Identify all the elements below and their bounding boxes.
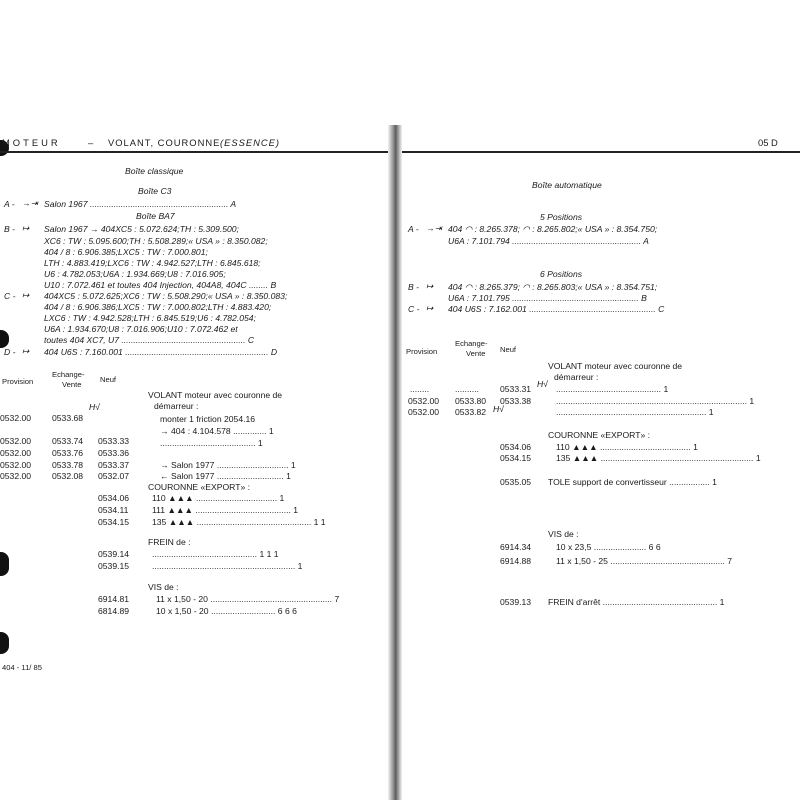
- row-a-text: Salon 1967 .......................................................... A: [44, 199, 237, 209]
- volant-title: VOLANT moteur avec couronne de: [148, 390, 283, 400]
- vis-neuf: 6914.88: [500, 556, 532, 566]
- tole-neuf: 0535.05: [500, 477, 532, 487]
- couronne-neuf: 0534.11: [98, 505, 129, 515]
- row-b-line: 404 ◠ : 8.265.379; ◠ : 8.265.803;« USA » : 8.354.751;: [448, 282, 658, 292]
- boite-automatique-heading: Boîte automatique: [532, 180, 602, 190]
- row-c-line: U6A : 1.934.670;U8 : 7.016.906;U10 : 7.072.462 et: [44, 324, 238, 334]
- col-vente: Vente: [466, 349, 486, 358]
- part-neuf: 0533.36: [98, 448, 130, 458]
- volant-title: VOLANT moteur avec couronne de: [548, 361, 683, 371]
- boite-ba7-heading: Boîte BA7: [136, 211, 175, 221]
- volant-note: monter 1 friction 2054.16: [160, 414, 256, 424]
- row-c-line: LXC6 : TW : 4.942.528;LTH : 6.845.519;U6 : 4.782.054;: [44, 313, 256, 323]
- volant-title-2: démarreur :: [554, 372, 599, 382]
- header-title: MOTEUR: [2, 137, 61, 148]
- frein-arret-neuf: 0539.13: [500, 597, 532, 607]
- couronne-neuf: 0534.06: [98, 493, 130, 503]
- part-neuf: 0533.31: [500, 384, 532, 394]
- row-d-text: 404 U6S : 7.160.001 ............................................................ D: [44, 347, 278, 357]
- part-echange: 0533.76: [52, 448, 84, 458]
- row-c-line: 404 / 8 : 6.906.386;LXC5 : TW : 7.000.802;LTH : 4.883.420;: [44, 302, 272, 312]
- part-provision: 0532.00: [0, 436, 32, 446]
- row-b-line: U6 : 4.782.053;U6A : 1.934.669;U8 : 7.016.905;: [44, 269, 226, 279]
- part-echange: 0533.74: [52, 436, 84, 446]
- vis-neuf: 6914.81: [98, 594, 130, 604]
- row-a-arrow: →⇥: [426, 223, 442, 233]
- volant-title-2: démarreur :: [154, 401, 199, 411]
- col-neuf: Neuf: [100, 375, 117, 384]
- boite-c3-heading: Boîte C3: [138, 186, 172, 196]
- page-footer: 404 - 11/ 85: [2, 663, 42, 672]
- vis-neuf: 6814.89: [98, 606, 130, 616]
- couronne-neuf: 0534.15: [500, 453, 532, 463]
- punch-hole: [0, 330, 9, 348]
- part-neuf: 0533.38: [500, 396, 532, 406]
- part-desc: ................................................................................ 1: [556, 396, 755, 406]
- punch-hole: [0, 632, 9, 654]
- row-c-marker: C -: [408, 304, 420, 314]
- vis-title: VIS de :: [548, 529, 579, 539]
- header-code: 05 D: [758, 137, 778, 148]
- frein-neuf: 0539.14: [98, 549, 130, 559]
- punch-hole: [0, 552, 9, 576]
- couronne-desc: 135 ▲▲▲ ................................................................ 1: [556, 453, 761, 463]
- col-vente: Vente: [62, 380, 82, 389]
- couronne-neuf: 0534.06: [500, 442, 532, 452]
- vis-desc: 10 x 1,50 - 20 ........................... 6 6 6: [156, 606, 297, 616]
- row-b-marker: B -: [4, 224, 15, 234]
- part-neuf: 0533.37: [98, 460, 130, 470]
- row-c-text: 404 U6S : 7.162.001 ..................................................... C: [448, 304, 665, 314]
- row-b-arrow: ↦: [426, 281, 434, 291]
- row-c-marker: C -: [4, 291, 16, 301]
- vis-desc: 11 x 1,50 - 25 ................................................ 7: [556, 556, 733, 566]
- couronne-title: COURONNE «EXPORT» :: [148, 482, 251, 492]
- part-provision: ........: [410, 384, 430, 394]
- part-echange: 0533.68: [52, 413, 84, 423]
- part-provision: 0532.00: [0, 460, 32, 470]
- part-desc: → Salon 1977 .............................. 1: [160, 460, 296, 470]
- positions-5-heading: 5 Positions: [540, 212, 583, 222]
- row-b-marker: B -: [408, 282, 419, 292]
- part-provision: 0532.00: [0, 471, 32, 481]
- row-b-line: XC6 : TW : 5.095.600;TH : 5.508.289;« USA » : 8.350.082;: [44, 236, 268, 246]
- row-a-marker: A -: [408, 224, 419, 234]
- frein-neuf: 0539.15: [98, 561, 130, 571]
- frein-title: FREIN de :: [148, 537, 191, 547]
- row-b-line: U6A : 7.101.795 ..................................................... B: [448, 293, 647, 303]
- frein-arret-desc: FREIN d'arrêt ................................................ 1: [548, 597, 725, 607]
- col-provision: Provision: [2, 377, 34, 386]
- row-b-line: Salon 1967 → 404XC5 : 5.072.624;TH : 5.309.500;: [44, 224, 239, 234]
- part-provision: 0532.00: [0, 413, 32, 423]
- couronne-desc: 110 ▲▲▲ .................................. 1: [152, 493, 285, 503]
- couronne-title: COURONNE «EXPORT» :: [548, 430, 651, 440]
- row-c-line: 404XC5 : 5.072.625;XC6 : TW : 5.508.290;« USA » : 8.350.083;: [44, 291, 288, 301]
- col-echange: Echange-: [455, 339, 488, 348]
- couronne-desc: 111 ▲▲▲ ........................................ 1: [152, 505, 299, 515]
- handwritten-mark: H√: [89, 402, 100, 412]
- frein-desc: ............................................................ 1: [152, 561, 303, 571]
- vis-desc: 10 x 23,5 ...................... 6 6: [556, 542, 661, 552]
- row-c-arrow: ↦: [22, 290, 30, 300]
- frein-desc: ............................................ 1 1 1: [152, 549, 279, 559]
- positions-6-heading: 6 Positions: [540, 269, 583, 279]
- couronne-desc: 135 ▲▲▲ ................................................ 1 1: [152, 517, 326, 527]
- header-variant: (ESSENCE): [220, 137, 281, 148]
- col-neuf: Neuf: [500, 345, 517, 354]
- part-provision: 0532.00: [408, 407, 440, 417]
- vis-neuf: 6914.34: [500, 542, 532, 552]
- part-desc: ............................................................... 1: [556, 407, 714, 417]
- row-a-marker: A -: [4, 199, 15, 209]
- vis-desc: 11 x 1,50 - 20 ................................................... 7: [156, 594, 340, 604]
- tole-desc: TOLE support de convertisseur ................. 1: [548, 477, 717, 487]
- part-desc: → 404 : 4.104.578 .............. 1: [160, 426, 274, 436]
- row-b-line: 404 / 8 : 6.906.385;LXC5 : TW : 7.000.801;: [44, 247, 208, 257]
- part-desc: ........................................ 1: [160, 438, 263, 448]
- row-a-arrow: →⇥: [22, 198, 38, 208]
- couronne-neuf: 0534.15: [98, 517, 130, 527]
- row-d-marker: D -: [4, 347, 16, 357]
- part-neuf: 0533.33: [98, 436, 130, 446]
- row-a-line: 404 ◠ : 8.265.378; ◠ : 8.265.802;« USA » : 8.354.750;: [448, 224, 658, 234]
- part-echange: 0533.80: [455, 396, 487, 406]
- row-c-line: toutes 404 XC7, U7 .................................................... C: [44, 335, 255, 345]
- part-provision: 0532.00: [0, 448, 32, 458]
- header-subtitle: VOLANT, COURONNE: [108, 137, 221, 148]
- row-c-arrow: ↦: [426, 303, 434, 313]
- part-echange: ..........: [455, 384, 479, 394]
- part-desc: ← Salon 1977 ............................ 1: [160, 471, 291, 481]
- couronne-desc: 110 ▲▲▲ ...................................... 1: [556, 442, 698, 452]
- binding-gutter: [388, 125, 402, 800]
- part-desc: ............................................ 1: [556, 384, 669, 394]
- part-echange: 0533.78: [52, 460, 84, 470]
- col-echange: Echange-: [52, 370, 85, 379]
- handwritten-mark: H√: [537, 379, 548, 389]
- header-rule-right: [402, 151, 800, 153]
- part-neuf: 0532.07: [98, 471, 130, 481]
- vis-title: VIS de :: [148, 582, 179, 592]
- boite-classique-heading: Boîte classique: [125, 166, 184, 176]
- header-dash: –: [88, 137, 94, 148]
- part-echange: 0533.82: [455, 407, 487, 417]
- col-provision: Provision: [406, 347, 438, 356]
- row-b-arrow: ↦: [22, 223, 30, 233]
- handwritten-mark: H√: [493, 404, 504, 414]
- row-b-line: U10 : 7.072.461 et toutes 404 Injection, 404A8, 404C ........ B: [44, 280, 277, 290]
- row-b-line: LTH : 4.883.419;LXC6 : TW : 4.942.527;LTH : 6.845.618;: [44, 258, 261, 268]
- row-a-line: U6A : 7.101.794 ...................................................... A: [448, 236, 649, 246]
- header-rule-left: [0, 151, 388, 153]
- part-provision: 0532.00: [408, 396, 440, 406]
- part-echange: 0532.08: [52, 471, 84, 481]
- row-d-arrow: ↦: [22, 346, 30, 356]
